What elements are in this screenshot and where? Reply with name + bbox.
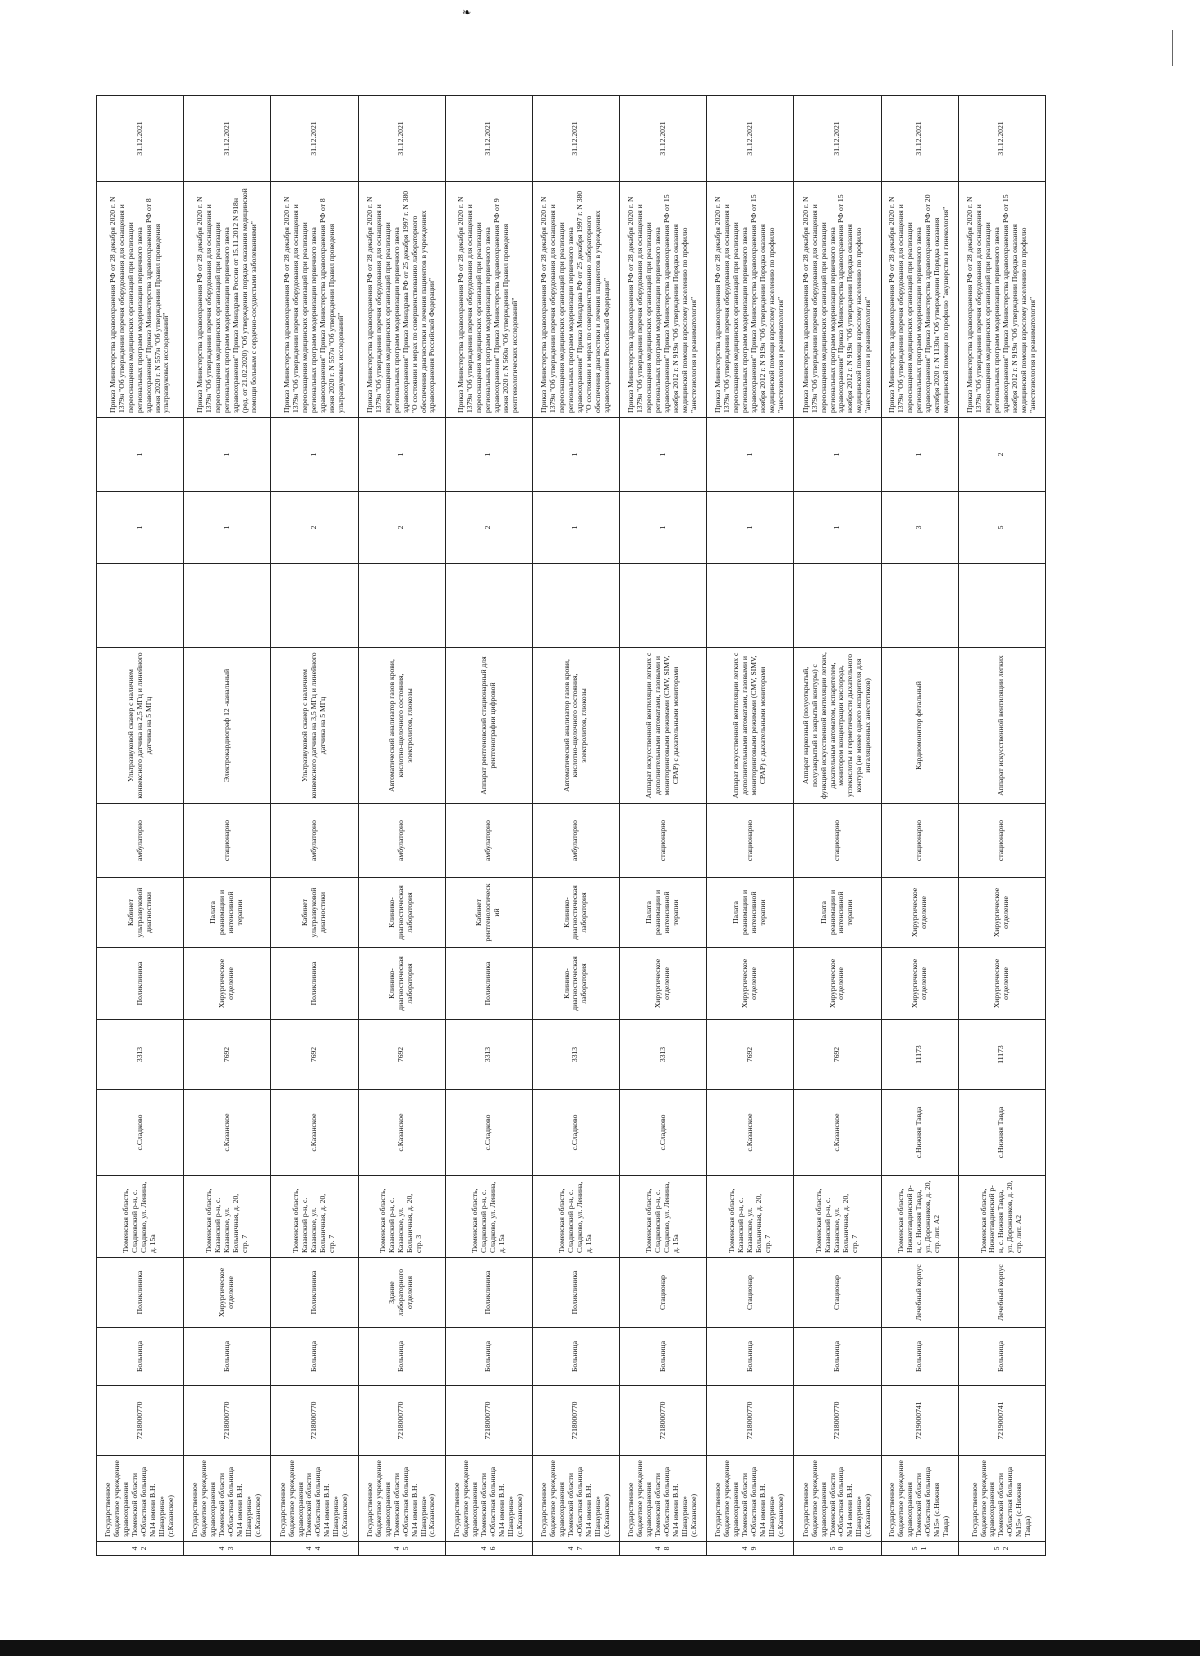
deadline-date-cell: 31.12.2021 [445, 96, 532, 182]
organization-name-cell: Государственное бюджетное учреждение здравоохранения Тюменской области «Областная больница №14 имени В.Н. Шанаурина» (с.Казанское) [184, 1456, 271, 1542]
care-condition-cell: стационарно [958, 804, 1045, 878]
required-quantity-cell: 2 [271, 492, 358, 564]
population-cell: 3313 [620, 1020, 707, 1090]
table-row [532, 96, 619, 1556]
facility-type-cell: Больница [97, 1328, 184, 1386]
row-number-cell: 51 [881, 1542, 958, 1556]
inn-cell: 7218000770 [707, 1386, 794, 1456]
inn-cell: 7219000741 [881, 1386, 958, 1456]
building-unit-cell: Поликлиника [532, 1258, 619, 1328]
locality-cell: с.Сладково [445, 1090, 532, 1176]
care-condition-cell: стационарно [881, 804, 958, 878]
rotated-table-container [96, 96, 1046, 1556]
planned-quantity-cell: 1 [532, 418, 619, 492]
inn-cell: 7218000770 [97, 1386, 184, 1456]
legal-basis-cell: Приказ Министерства здравоохранения РФ от 28 декабря 2020 г. N 1379н "Об утверждении перечня оборудования для оснащения и переоснащения медицинских организаций при реализации региональных программ модернизации первичного звена здравоохранения" Приказ Министерства здравоохранения РФ от 15 ноября 2012 г. N 919н "Об утверждении Порядка оказания медицинской помощи взрослому населению по профилю "анестезиология и реаниматология" [794, 182, 881, 418]
required-quantity-cell: 1 [794, 492, 881, 564]
population-cell: 7692 [794, 1020, 881, 1090]
division-cell: Хирургическое отделение [184, 948, 271, 1020]
building-unit-cell: Здание лабораторного отделения [358, 1258, 445, 1328]
empty-cell [707, 564, 794, 648]
deadline-date-cell: 31.12.2021 [184, 96, 271, 182]
care-condition-cell: стационарно [184, 804, 271, 878]
building-unit-cell: Поликлиника [445, 1258, 532, 1328]
required-quantity-cell: 1 [707, 492, 794, 564]
facility-type-cell: Больница [184, 1328, 271, 1386]
population-cell: 7692 [271, 1020, 358, 1090]
locality-cell: с.Казанское [271, 1090, 358, 1176]
table-row [620, 96, 707, 1556]
row-number-cell: 45 [358, 1542, 445, 1556]
legal-basis-cell: Приказ Министерства здравоохранения РФ от 28 декабря 2020 г. N 1379н "Об утверждении перечня оборудования для оснащения и переоснащения медицинских организаций при реализации региональных программ модернизации первичного звена здравоохранения" Приказ Министерства здравоохранения РФ от 15 ноября 2012 г. N 919н "Об утверждении Порядка оказания медицинской помощи взрослому населению по профилю "анестезиология и реаниматология" [620, 182, 707, 418]
inn-cell: 7218000770 [794, 1386, 881, 1456]
building-unit-cell: Стационар [794, 1258, 881, 1328]
care-condition-cell: амбулаторно [271, 804, 358, 878]
empty-cell [271, 564, 358, 648]
organization-name-cell: Государственное бюджетное учреждение здравоохранения Тюменской области «Областная больница №14 имени В.Н. Шанаурина» (с.Казанское) [271, 1456, 358, 1542]
legal-basis-cell: Приказ Министерства здравоохранения РФ от 28 декабря 2020 г. N 1379н "Об утверждении перечня оборудования для оснащения и переоснащения медицинских организаций при реализации региональных программ модернизации первичного звена здравоохранения" Приказ Министерства здравоохранения РФ от 8 июня 2020 г. N 557н "Об утверждении Правил проведения ультразвуковых исследований" [271, 182, 358, 418]
building-unit-cell: Поликлиника [271, 1258, 358, 1328]
facility-type-cell: Больница [707, 1328, 794, 1386]
address-cell: Тюменская область, Казанский р-н, с. Казанское, ул. Больничная, д. 20, стр. 7 [271, 1176, 358, 1258]
division-cell: Клинико-диагностическая лаборатория [532, 948, 619, 1020]
legal-basis-cell: Приказ Министерства здравоохранения РФ от 28 декабря 2020 г. N 1379н "Об утверждении перечня оборудования для оснащения и переоснащения медицинских организаций при реализации региональных программ модернизации первичного звена здравоохранения" Приказ Министерства здравоохранения РФ от 20 октября 2020 г. N 1130н "Об утверждении Порядка оказания медицинской помощи по профилю "акушерство и гинекология" [881, 182, 958, 418]
row-number-cell: 44 [271, 1542, 358, 1556]
deadline-date-cell: 31.12.2021 [881, 96, 958, 182]
scan-edge-line [1172, 30, 1173, 66]
facility-type-cell: Больница [271, 1328, 358, 1386]
planned-quantity-cell: 1 [707, 418, 794, 492]
deadline-date-cell: 31.12.2021 [958, 96, 1045, 182]
building-unit-cell: Стационар [620, 1258, 707, 1328]
population-cell: 3313 [97, 1020, 184, 1090]
building-unit-cell: Хирургическое отделение [184, 1258, 271, 1328]
inn-cell: 7218000770 [620, 1386, 707, 1456]
required-quantity-cell: 1 [97, 492, 184, 564]
address-cell: Тюменская область, Нижнетавдинский р-н, с. Нижняя Тавда, ул. Дорожников, д. 20, стр. лит. А2 [958, 1176, 1045, 1258]
organization-name-cell: Государственное бюджетное учреждение здравоохранения Тюменской области «Областная больница №14 имени В.Н. Шанаурина» (с.Казанское) [707, 1456, 794, 1542]
planned-quantity-cell: 1 [97, 418, 184, 492]
equipment-name-cell: Аппарат искусственной вентиляции легких с дополнительными автоматами, газовыми и мониторинговыми режимами (CMV, SIMV, CPAP) с дыхательными мониторами [620, 648, 707, 804]
population-cell: 7692 [358, 1020, 445, 1090]
equipment-name-cell: Автоматический анализатор газов крови, кислотно-щелочного состояния, электролитов, глюкозы [358, 648, 445, 804]
population-cell: 7692 [707, 1020, 794, 1090]
division-cell: Клинико-диагностическая лаборатория [358, 948, 445, 1020]
room-cell: Палата реанимации и интенсивной терапии [794, 878, 881, 948]
inn-cell: 7218000770 [532, 1386, 619, 1456]
address-cell: Тюменская область, Сладковский р-н, с. Сладково, ул. Ленина, д. 15а [620, 1176, 707, 1258]
division-cell: Хирургическое отделение [620, 948, 707, 1020]
scanner-artifact-mark: ❧ [462, 6, 472, 19]
table-row [97, 96, 184, 1556]
empty-cell [881, 564, 958, 648]
equipment-name-cell: Автоматический анализатор газов крови, кислотно-щелочного состояния, электролитов, глюкозы [532, 648, 619, 804]
row-number-cell: 52 [958, 1542, 1045, 1556]
division-cell: Поликлиника [97, 948, 184, 1020]
deadline-date-cell: 31.12.2021 [794, 96, 881, 182]
care-condition-cell: стационарно [620, 804, 707, 878]
required-quantity-cell: 5 [958, 492, 1045, 564]
equipment-name-cell: Ультразвуковой сканер с наличием конвексного датчика на 2,5 МГц и линейного датчика на 5 МГц [97, 648, 184, 804]
facility-type-cell: Больница [620, 1328, 707, 1386]
row-number-cell: 50 [794, 1542, 881, 1556]
building-unit-cell: Лечебный корпус [881, 1258, 958, 1328]
equipment-name-cell: Аппарат искусственной вентиляции легких с дополнительными автоматами, газовыми и мониторинговыми режимами (CMV, SIMV, CPAP) с дыхательными мониторами [707, 648, 794, 804]
row-number-cell: 48 [620, 1542, 707, 1556]
deadline-date-cell: 31.12.2021 [532, 96, 619, 182]
row-number-cell: 43 [184, 1542, 271, 1556]
table-row [881, 96, 958, 1556]
required-quantity-cell: 1 [620, 492, 707, 564]
division-cell: Хирургическое отделение [707, 948, 794, 1020]
planned-quantity-cell: 2 [958, 418, 1045, 492]
table-row [184, 96, 271, 1556]
deadline-date-cell: 31.12.2021 [271, 96, 358, 182]
table-body [97, 96, 1046, 1556]
legal-basis-cell: Приказ Министерства здравоохранения РФ от 28 декабря 2020 г. N 1379н "Об утверждении перечня оборудования для оснащения и переоснащения медицинских организаций при реализации региональных программ модернизации первичного звена здравоохранения" Приказ Минздрава РФ от 25 декабря 1997 г. N 380 "О состоянии и мерах по совершенствованию лабораторного обеспечения диагностики и лечения пациентов в учреждениях здравоохранения Российской Федерации" [532, 182, 619, 418]
deadline-date-cell: 31.12.2021 [620, 96, 707, 182]
address-cell: Тюменская область, Нижнетавдинский р-н, с. Нижняя Тавда, ул. Дорожников, д. 20, стр. лит. А2 [881, 1176, 958, 1258]
division-cell: Хирургическое отделение [794, 948, 881, 1020]
division-cell: Хирургическое отделение [958, 948, 1045, 1020]
room-cell: Клинико-диагностическая лаборатория [358, 878, 445, 948]
room-cell: Кабинет рентгенологический [445, 878, 532, 948]
row-number-cell: 49 [707, 1542, 794, 1556]
population-cell: 11173 [881, 1020, 958, 1090]
care-condition-cell: амбулаторно [445, 804, 532, 878]
organization-name-cell: Государственное бюджетное учреждение здравоохранения Тюменской области «Областная больница №14 имени В.Н. Шанаурина» (с.Казанское) [794, 1456, 881, 1542]
legal-basis-cell: Приказ Министерства здравоохранения РФ от 28 декабря 2020 г. N 1379н "Об утверждении перечня оборудования для оснащения и переоснащения медицинских организаций при реализации региональных программ модернизации первичного звена здравоохранения" Приказ Министерства здравоохранения РФ от 9 июня 2020 г. N 560н "Об утверждении Правил проведения рентгенологических исследований" [445, 182, 532, 418]
deadline-date-cell: 31.12.2021 [97, 96, 184, 182]
inn-cell: 7218000770 [445, 1386, 532, 1456]
locality-cell: с.Нижняя Тавда [958, 1090, 1045, 1176]
division-cell: Поликлиника [271, 948, 358, 1020]
room-cell: Клинико-диагностическая лаборатория [532, 878, 619, 948]
facility-type-cell: Больница [358, 1328, 445, 1386]
planned-quantity-cell: 1 [445, 418, 532, 492]
empty-cell [358, 564, 445, 648]
address-cell: Тюменская область, Сладковский р-н, с. Сладково, ул. Ленина, д. 15а [532, 1176, 619, 1258]
locality-cell: с.Казанское [358, 1090, 445, 1176]
table-row [794, 96, 881, 1556]
locality-cell: с.Сладково [97, 1090, 184, 1176]
facility-type-cell: Больница [794, 1328, 881, 1386]
empty-cell [184, 564, 271, 648]
legal-basis-cell: Приказ Министерства здравоохранения РФ от 28 декабря 2020 г. N 1379н "Об утверждении перечня оборудования для оснащения и переоснащения медицинских организаций при реализации региональных программ модернизации первичного звена здравоохранения" Приказ Министерства здравоохранения РФ от 15 ноября 2012 г. N 919н "Об утверждении Порядка оказания медицинской помощи взрослому населению по профилю "анестезиология и реаниматология" [958, 182, 1045, 418]
equipment-table [96, 95, 1046, 1556]
address-cell: Тюменская область, Сладковский р-н, с. Сладково, ул. Ленина, д. 15а [97, 1176, 184, 1258]
room-cell: Хирургическое отделение [958, 878, 1045, 948]
required-quantity-cell: 1 [184, 492, 271, 564]
table-row [358, 96, 445, 1556]
planned-quantity-cell: 1 [358, 418, 445, 492]
population-cell: 3313 [532, 1020, 619, 1090]
organization-name-cell: Государственное бюджетное учреждение здравоохранения Тюменской области «Областная больница №14 имени В.Н. Шанаурина» (с.Казанское) [532, 1456, 619, 1542]
table-row [445, 96, 532, 1556]
empty-cell [794, 564, 881, 648]
equipment-name-cell: Аппарат рентгеновский стационарный для рентгенографии цифровой [445, 648, 532, 804]
organization-name-cell: Государственное бюджетное учреждение здравоохранения Тюменской области «Областная больница №14 имени В.Н. Шанаурина» (с.Казанское) [620, 1456, 707, 1542]
equipment-name-cell: Электрокардиограф 12 -канальный [184, 648, 271, 804]
legal-basis-cell: Приказ Министерства здравоохранения РФ от 28 декабря 2020 г. N 1379н "Об утверждении перечня оборудования для оснащения и переоснащения медицинских организаций при реализации региональных программ модернизации первичного звена здравоохранения" Приказ Минздрава России от 15.11.2012 N 918н (ред. от 21.02.2020) "Об утверждении порядка оказания медицинской помощи больным с сердечно-сосудистыми заболеваниями" [184, 182, 271, 418]
care-condition-cell: амбулаторно [358, 804, 445, 878]
population-cell: 3313 [445, 1020, 532, 1090]
organization-name-cell: Государственное бюджетное учреждение здравоохранения Тюменской области «Областная больница №15» (с.Нижняя Тавда) [881, 1456, 958, 1542]
facility-type-cell: Больница [445, 1328, 532, 1386]
room-cell: Кабинет ультразвуковой диагностики [97, 878, 184, 948]
equipment-name-cell: Аппарат наркозный (полуоткрытый, полузакрытый и закрытый контуры) с функцией искусственной вентиляции легких, дыхательным автоматом, испарителем, монитором концентрации кислорода, углекислоты и герметичности дыхательного контура (не менее одного испарителя для ингаляционных анестетиков) [794, 648, 881, 804]
facility-type-cell: Больница [958, 1328, 1045, 1386]
address-cell: Тюменская область, Казанский р-н, с. Казанское, ул. Больничная, д. 20, стр. 7 [794, 1176, 881, 1258]
room-cell: Палата реанимации и интенсивной терапии [620, 878, 707, 948]
address-cell: Тюменская область, Казанский р-н, с. Казанское, ул. Больничная, д. 20, стр. 7 [184, 1176, 271, 1258]
locality-cell: с.Казанское [794, 1090, 881, 1176]
row-number-cell: 42 [97, 1542, 184, 1556]
legal-basis-cell: Приказ Министерства здравоохранения РФ от 28 декабря 2020 г. N 1379н "Об утверждении перечня оборудования для оснащения и переоснащения медицинских организаций при реализации региональных программ модернизации первичного звена здравоохранения" Приказ Министерства здравоохранения РФ от 8 июня 2020 г. N 557н "Об утверждении Правил проведения ультразвуковых исследований" [97, 182, 184, 418]
empty-cell [620, 564, 707, 648]
care-condition-cell: амбулаторно [532, 804, 619, 878]
empty-cell [97, 564, 184, 648]
room-cell: Палата реанимации и интенсивной терапии [184, 878, 271, 948]
inn-cell: 7219000741 [958, 1386, 1045, 1456]
required-quantity-cell: 2 [445, 492, 532, 564]
empty-cell [532, 564, 619, 648]
organization-name-cell: Государственное бюджетное учреждение здравоохранения Тюменской области «Областная больница №14 имени В.Н. Шанаурина» (г.Казанское) [97, 1456, 184, 1542]
equipment-name-cell: Кардиомонитор фетальный [881, 648, 958, 804]
planned-quantity-cell: 1 [794, 418, 881, 492]
equipment-name-cell: Аппарат искусственной вентиляции легких [958, 648, 1045, 804]
room-cell: Палата реанимации и интенсивной терапии [707, 878, 794, 948]
organization-name-cell: Государственное бюджетное учреждение здравоохранения Тюменской области «Областная больница №14 имени В.Н. Шанаурина» (с.Казанское) [445, 1456, 532, 1542]
population-cell: 7692 [184, 1020, 271, 1090]
planned-quantity-cell: 1 [271, 418, 358, 492]
planned-quantity-cell: 1 [881, 418, 958, 492]
facility-type-cell: Больница [881, 1328, 958, 1386]
organization-name-cell: Государственное бюджетное учреждение здравоохранения Тюменской области «Областная больница №14 имени В.Н. Шанаурина» (с.Казанское) [358, 1456, 445, 1542]
room-cell: Кабинет ультразвуковой диагностики [271, 878, 358, 948]
address-cell: Тюменская область, Казанский р-н, с. Казанское, ул. Больничная, д. 20, стр. 3 [358, 1176, 445, 1258]
planned-quantity-cell: 1 [184, 418, 271, 492]
room-cell: Хирургическое отделение [881, 878, 958, 948]
locality-cell: с.Казанское [184, 1090, 271, 1176]
care-condition-cell: стационарно [707, 804, 794, 878]
division-cell: Хирургическое отделение [881, 948, 958, 1020]
row-number-cell: 46 [445, 1542, 532, 1556]
address-cell: Тюменская область, Казанский р-н, с. Казанское, ул. Больничная, д. 20, стр. 7 [707, 1176, 794, 1258]
inn-cell: 7218000770 [184, 1386, 271, 1456]
inn-cell: 7218000770 [358, 1386, 445, 1456]
scan-bottom-edge [0, 1640, 1200, 1656]
table-row [707, 96, 794, 1556]
address-cell: Тюменская область, Сладковский р-н, с. Сладково, ул. Ленина, д. 15а [445, 1176, 532, 1258]
organization-name-cell: Государственное бюджетное учреждение здравоохранения Тюменской области «Областная больница №15» (с.Нижняя Тавда) [958, 1456, 1045, 1542]
care-condition-cell: амбулаторно [97, 804, 184, 878]
facility-type-cell: Больница [532, 1328, 619, 1386]
building-unit-cell: Лечебный корпус [958, 1258, 1045, 1328]
table-row [271, 96, 358, 1556]
deadline-date-cell: 31.12.2021 [707, 96, 794, 182]
population-cell: 11173 [958, 1020, 1045, 1090]
legal-basis-cell: Приказ Министерства здравоохранения РФ от 28 декабря 2020 г. N 1379н "Об утверждении перечня оборудования для оснащения и переоснащения медицинских организаций при реализации региональных программ модернизации первичного звена здравоохранения" Приказ Минздрава РФ от 25 декабря 1997 г. N 380 "О состоянии и мерах по совершенствованию лабораторного обеспечения диагностики и лечения пациентов в учреждениях здравоохранения Российской Федерации" [358, 182, 445, 418]
inn-cell: 7218000770 [271, 1386, 358, 1456]
table-row [958, 96, 1045, 1556]
required-quantity-cell: 2 [358, 492, 445, 564]
required-quantity-cell: 1 [532, 492, 619, 564]
empty-cell [958, 564, 1045, 648]
planned-quantity-cell: 1 [620, 418, 707, 492]
required-quantity-cell: 3 [881, 492, 958, 564]
deadline-date-cell: 31.12.2021 [358, 96, 445, 182]
care-condition-cell: стационарно [794, 804, 881, 878]
locality-cell: с.Сладково [532, 1090, 619, 1176]
legal-basis-cell: Приказ Министерства здравоохранения РФ от 28 декабря 2020 г. N 1379н "Об утверждении перечня оборудования для оснащения и переоснащения медицинских организаций при реализации региональных программ модернизации первичного звена здравоохранения" Приказ Министерства здравоохранения РФ от 15 ноября 2012 г. N 919н "Об утверждении Порядка оказания медицинской помощи взрослому населению по профилю "анестезиология и реаниматология" [707, 182, 794, 418]
building-unit-cell: Стационар [707, 1258, 794, 1328]
locality-cell: с.Сладково [620, 1090, 707, 1176]
locality-cell: с.Нижняя Тавда [881, 1090, 958, 1176]
row-number-cell: 47 [532, 1542, 619, 1556]
division-cell: Поликлиника [445, 948, 532, 1020]
empty-cell [445, 564, 532, 648]
building-unit-cell: Поликлиника [97, 1258, 184, 1328]
equipment-name-cell: Ультразвуковой сканер с наличием конвексного датчика на 3,5 МГц и линейного датчика на 5 МГц [271, 648, 358, 804]
locality-cell: с.Казанское [707, 1090, 794, 1176]
